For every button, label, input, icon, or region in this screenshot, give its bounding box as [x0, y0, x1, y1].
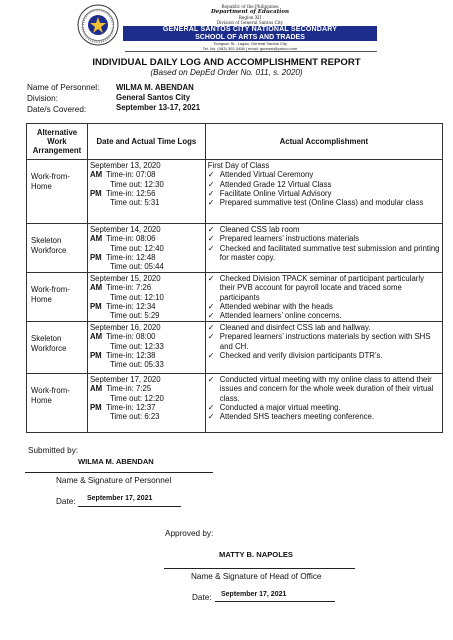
header-divider: [125, 51, 377, 52]
accomplishment-item: [208, 244, 440, 263]
table-header-row: [27, 124, 443, 160]
submitted-date-label: Date:: [56, 497, 76, 506]
table-row: [27, 374, 443, 433]
pm-time-in: [90, 189, 205, 198]
am-time-in: [90, 234, 205, 243]
date-covered-label: Date/s Covered:: [27, 105, 87, 114]
checkmark-icon: ✓: [207, 188, 215, 198]
name-label: Name of Personnel:: [27, 83, 100, 92]
checkmark-icon: ✓: [207, 402, 215, 412]
checkmark-icon: ✓: [207, 243, 215, 253]
accomplishment-item: [208, 323, 440, 332]
table-row: [27, 273, 443, 322]
pm-time-in: [90, 302, 205, 311]
accomplishment-item: [208, 189, 440, 198]
col-header-time-logs: Date and Actual Time Logs: [87, 124, 205, 160]
arrangement-cell: Work-from-Home: [27, 160, 88, 224]
submitted-date-wrap: [87, 493, 152, 502]
am-time-out: Time out: 12:20: [109, 393, 164, 403]
accomplishment-cell: [205, 273, 442, 322]
accomplishment-text: Prepared learners’ instructions materials by section with SHS and CH.: [219, 332, 431, 351]
am-label: AM: [89, 170, 103, 180]
accomplishment-text: Attended learners’ online concerns.: [219, 311, 342, 321]
accomplishment-text: Cleaned and disinfect CSS lab and hallway.: [219, 323, 371, 332]
time-log-cell: [87, 273, 205, 322]
log-date: September 16, 2020: [89, 323, 161, 332]
accomplishment-text: Attended Grade 12 Virtual Class: [219, 179, 332, 189]
checkmark-icon: ✓: [207, 412, 215, 422]
table-row: [27, 224, 443, 273]
accomplishment-text: Checked and verify division participants DTR’s.: [219, 350, 383, 360]
deped-seal-icon: [77, 4, 119, 46]
time-log-cell: [87, 322, 205, 374]
pm-time-in: [90, 403, 205, 412]
am-label: AM: [89, 283, 103, 293]
pm-time-in-value: Time-in: 12:48: [105, 252, 156, 262]
pm-time-in-value: Time-in: 12:56: [105, 188, 156, 198]
pm-label: PM: [89, 252, 102, 262]
col-header-arrangement: Alternative Work Arrangement: [27, 124, 88, 160]
log-table: [26, 123, 443, 433]
accomplishment-item: [208, 403, 440, 412]
am-time-out: Time out: 12:40: [109, 243, 164, 253]
accomplishment-cell: [205, 322, 442, 374]
accomplishment-text: Prepared summative test (Online Class) and modular class: [219, 198, 424, 208]
school-name-line2: SCHOOL OF ARTS AND TRADES: [123, 34, 377, 41]
checkmark-icon: ✓: [207, 179, 215, 189]
pm-label: PM: [89, 301, 102, 311]
submitted-name-wrap: [78, 457, 154, 466]
am-time-out: Time out: 12:33: [109, 341, 164, 351]
region-text: Region XII: [238, 15, 262, 20]
pm-time-in-value: Time-in: 12:34: [105, 301, 156, 311]
checkmark-icon: ✓: [207, 234, 215, 244]
accomplishment-text: Conducted a major virtual meeting.: [219, 402, 341, 412]
table-row: [27, 160, 443, 224]
submitted-date-line: [78, 506, 181, 507]
submitted-name: WILMA M. ABENDAN: [78, 457, 154, 466]
accomplishment-item: [208, 170, 440, 179]
table-row: [27, 322, 443, 374]
col-header-accomplishment: Actual Accomplishment: [205, 124, 442, 160]
division-value: General Santos City: [116, 93, 191, 102]
checkmark-icon: ✓: [207, 225, 215, 234]
accomplishment-text: Attended webinar with the heads: [219, 301, 333, 311]
republic-text: Republic of the Philippines: [221, 4, 279, 9]
pm-time-in-value: Time-in: 12:38: [105, 350, 156, 360]
department-text: Department of Education: [210, 9, 290, 15]
accomplishment-heading: First Day of Class: [207, 161, 270, 170]
log-date: September 17, 2020: [89, 375, 161, 384]
name-value: WILMA M. ABENDAN: [116, 83, 194, 92]
accomplishment-text: Checked and facilitated summative test submission and printing for master copy.: [219, 243, 440, 262]
school-name-line1: GENERAL SANTOS CITY NATIONAL SECONDARY: [123, 26, 377, 34]
accomplishment-item: [208, 180, 440, 189]
time-log-cell: [87, 160, 205, 224]
submitted-signature-line: [25, 472, 213, 473]
accomplishment-item: [208, 302, 440, 311]
pm-label: PM: [89, 350, 102, 360]
approved-name-wrap: [219, 550, 293, 559]
log-date: September 14, 2020: [89, 225, 161, 234]
am-time-in-value: Time-in: 08:00: [105, 332, 156, 342]
am-time-in: [90, 332, 205, 341]
accomplishment-text: Cleaned CSS lab room: [219, 225, 300, 234]
arrangement-cell: Skeleton Workforce: [27, 322, 88, 374]
accomplishment-item: [208, 412, 440, 421]
log-date: September 15, 2020: [89, 274, 161, 283]
am-label: AM: [89, 332, 103, 342]
approved-date-label: Date:: [192, 593, 212, 602]
checkmark-icon: ✓: [207, 170, 215, 180]
accomplishment-text: Facilitate Online Virtual Advisory: [219, 188, 332, 198]
checkmark-icon: ✓: [207, 198, 215, 208]
accomplishment-cell: [205, 374, 442, 433]
am-time-out: Time out: 12:10: [109, 292, 164, 302]
am-label: AM: [89, 384, 103, 394]
division-label: Division:: [27, 94, 58, 103]
pm-time-out: Time out: 5:29: [109, 311, 160, 321]
accomplishment-cell: [205, 160, 442, 224]
accomplishment-item: [208, 332, 440, 351]
am-time-out: Time out: 12:30: [109, 179, 164, 189]
school-address: Tiongson St., Lagao, General Santos City: [213, 41, 287, 46]
pm-time-out: Time out: 6:23: [109, 412, 160, 422]
checkmark-icon: ✓: [207, 375, 215, 384]
am-time-in-value: Time-in: 7:26: [105, 283, 152, 293]
accomplishment-item: [208, 225, 440, 234]
submitted-signature-label: Name & Signature of Personnel: [56, 476, 172, 485]
accomplishment-text: Checked Division TPACK seminar of participant particularly their PVB account for payroll locate and traced some participants: [219, 274, 425, 302]
approved-name: MATTY B. NAPOLES: [219, 550, 293, 559]
accomplishment-item: [208, 198, 440, 207]
checkmark-icon: ✓: [207, 323, 215, 332]
division-text: Division of General Santos City: [216, 20, 284, 25]
pm-time-out: Time out: 05:33: [109, 360, 164, 370]
school-contact: Tel. No. (083) 302-3458 | email: gscnsat@yahoo.com: [202, 46, 298, 51]
pm-time-in: [90, 253, 205, 262]
pm-time-out: Time out: 5:31: [109, 198, 160, 208]
accomplishment-text: Attended Virtual Ceremony: [219, 170, 314, 180]
approved-date: September 17, 2021: [221, 591, 287, 598]
approved-signature-line: [164, 568, 355, 569]
accomplishment-item: [208, 311, 440, 320]
checkmark-icon: ✓: [207, 311, 215, 321]
am-time-in: [90, 384, 205, 393]
report-title: INDIVIDUAL DAILY LOG AND ACCOMPLISHMENT REPORT: [92, 57, 361, 68]
approved-date-wrap: [221, 589, 286, 598]
pm-time-in-value: Time-in: 12:37: [105, 402, 156, 412]
checkmark-icon: ✓: [207, 332, 215, 342]
checkmark-icon: ✓: [207, 274, 215, 283]
time-log-cell: [87, 224, 205, 273]
accomplishment-text: Conducted virtual meeting with my online class to attend their issues and concern for the whole week duration of their virtual class.: [219, 375, 434, 403]
accomplishment-item: [208, 234, 440, 243]
accomplishment-item: [208, 274, 440, 302]
submitted-by-label: Submitted by:: [28, 446, 79, 455]
am-label: AM: [89, 234, 103, 244]
accomplishment-item: [208, 351, 440, 360]
school-header: [77, 4, 377, 52]
arrangement-cell: Work-from-Home: [27, 374, 88, 433]
accomplishment-text: Prepared learners’ instructions materials: [219, 234, 360, 244]
accomplishment-cell: [205, 224, 442, 273]
time-log-cell: [87, 374, 205, 433]
am-time-in: [90, 170, 205, 179]
date-covered-value: September 13-17, 2021: [116, 103, 201, 112]
accomplishment-item: [208, 375, 440, 403]
pm-time-in: [90, 351, 205, 360]
am-time-in-value: Time-in: 07:08: [105, 170, 156, 180]
header-text: [123, 4, 377, 51]
report-subtitle: (Based on DepEd Order No. 011, s. 2020): [150, 68, 303, 77]
pm-label: PM: [89, 402, 102, 412]
arrangement-cell: Work-from-Home: [27, 273, 88, 322]
accomplishment-text: Attended SHS teachers meeting conference.: [219, 412, 375, 422]
checkmark-icon: ✓: [207, 301, 215, 311]
approved-by-label: Approved by:: [165, 529, 214, 538]
log-table-body: [27, 160, 443, 433]
checkmark-icon: ✓: [207, 350, 215, 360]
am-time-in: [90, 283, 205, 292]
pm-label: PM: [89, 188, 102, 198]
submitted-date: September 17, 2021: [87, 495, 153, 502]
approved-date-line: [215, 601, 335, 602]
am-time-in-value: Time-in: 7:25: [105, 384, 152, 394]
log-date: September 13, 2020: [89, 161, 161, 170]
approved-signature-label: Name & Signature of Head of Office: [191, 572, 322, 581]
am-time-in-value: Time-in: 08:06: [105, 234, 156, 244]
arrangement-cell: Skeleton Workforce: [27, 224, 88, 273]
pm-time-out: Time out: 05:44: [109, 262, 164, 272]
